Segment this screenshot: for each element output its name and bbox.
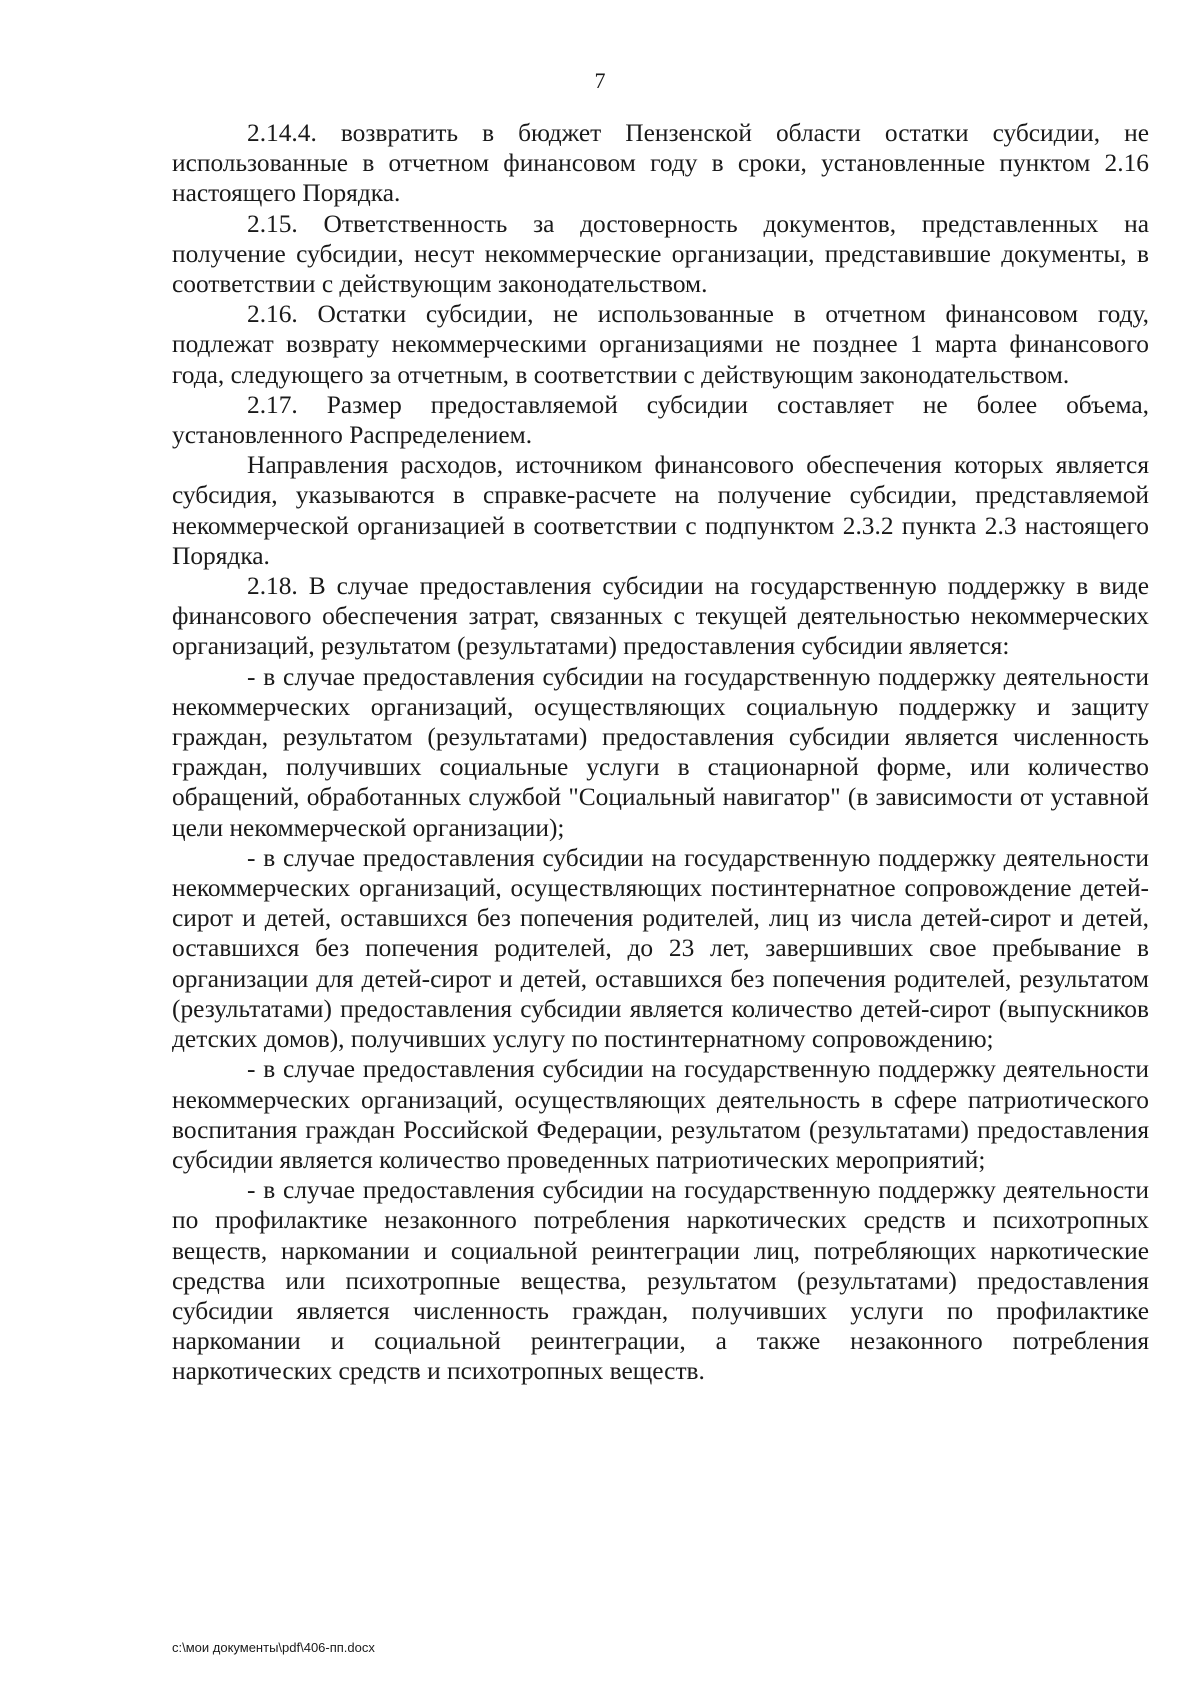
list-item-drug-prevention: - в случае предоставления субсидии на государственную поддержку деятельности по профилактике незаконного потребления наркотических средств и психотропных веществ, наркомании и социальной реинтеграции лиц, потребляющих наркотические средства или психотропные вещества, результатом (результатами) предоставления субсидии является численность граждан, получивших услуги по профилактике наркомании и социальной реинтеграции, а также незаконного потребления наркотических средств и психотропных веществ. [172,1176,1149,1386]
list-item-social-support: - в случае предоставления субсидии на государственную поддержку деятельности некоммерческих организаций, осуществляющих социальную поддержку и защиту граждан, результатом (результатами) предоставления субсидии является численность граждан, получивших социальные услуги в стационарной форме, или количество обращений, обработанных службой "Социальный навигатор" (в зависимости от уставной цели некоммерческой организации); [172,662,1149,842]
paragraph-expense-directions: Направления расходов, источником финансового обеспечения которых является субсидия, указываются в справке-расчете на получение субсидии, представляемой некоммерческой организацией в соответствии с подпунктом 2.3.2 пункта 2.3 настоящего Порядка. [172,451,1149,570]
paragraph-2-14-4: 2.14.4. возвратить в бюджет Пензенской области остатки субсидии, не использованные в отчетном финансовом году в сроки, установленные пунктом 2.16 настоящего Порядка. [172,119,1149,208]
paragraph-2-17: 2.17. Размер предоставляемой субсидии составляет не более объема, установленного Распределением. [172,390,1149,450]
list-item-patriotic-education: - в случае предоставления субсидии на государственную поддержку деятельности некоммерческих организаций, осуществляющих деятельность в сфере патриотического воспитания граждан Российской Федерации, результатом (результатами) предоставления субсидии является количество проведенных патриотических мероприятий; [172,1055,1149,1174]
paragraph-2-18: 2.18. В случае предоставления субсидии на государственную поддержку в виде финансового обеспечения затрат, связанных с текущей деятельностью некоммерческих организаций, результатом (результатами) предоставления субсидии является: [172,572,1149,661]
list-item-post-orphanage-support: - в случае предоставления субсидии на государственную поддержку деятельности некоммерческих организаций, осуществляющих постинтернатное сопровождение детей-сирот и детей, оставшихся без попечения родителей, лиц из числа детей-сирот и детей, оставшихся без попечения родителей, до 23 лет, завершивших свое пребывание в организации для детей-сирот и детей, оставшихся без попечения родителей, результатом (результатами) предоставления субсидии является количество детей-сирот (выпускников детских домов), получивших услугу по постинтернатному сопровождению; [172,843,1149,1054]
file-path-footer: c:\мои документы\pdf\406-пп.docx [172,1640,375,1655]
paragraph-2-15: 2.15. Ответственность за достоверность документов, представленных на получение субсидии, несут некоммерческие организации, представившие документы, в соответствии с действующим законодательством. [172,209,1149,299]
paragraph-2-16: 2.16. Остатки субсидии, не использованные в отчетном финансовом году, подлежат возврату некоммерческими организациями не позднее 1 марта финансового года, следующего за отчетным, в соответствии с действующим законодательством. [172,300,1149,389]
page-number: 7 [594,68,606,93]
document-body [172,118,1149,1387]
